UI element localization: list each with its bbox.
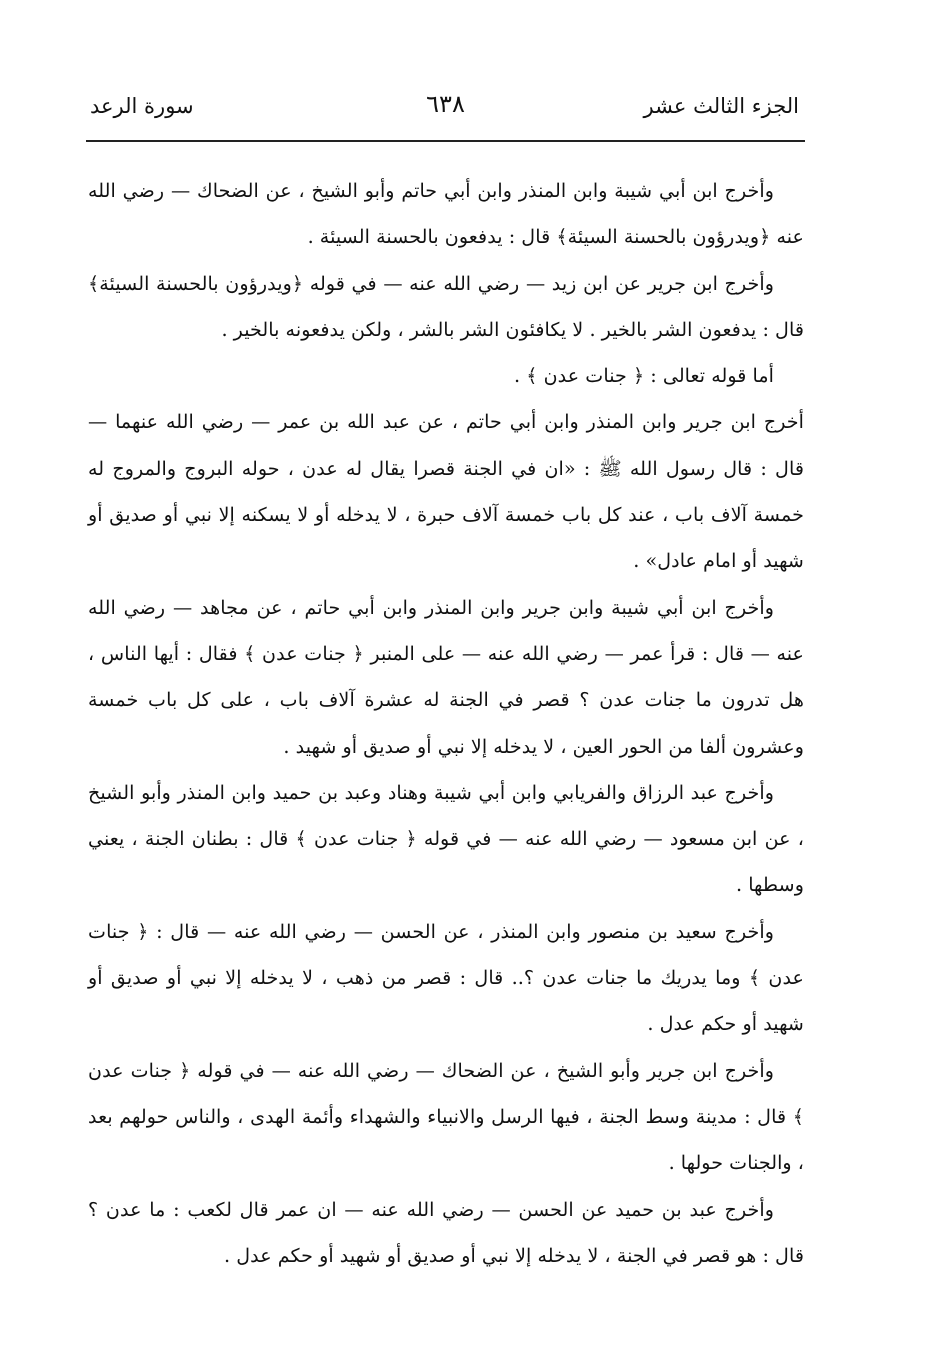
paragraph: وأخرج ابن جرير وأبو الشيخ ، عن الضحاك — رضي الله عنه — في قوله ﴿ جنات عدن ﴾ قال : مدينة وسط الجنة ، فيها الرسل والانبياء والشهداء وأئمة الهدى ، والناس حولهم بعد ، والجنات حولها . (88, 1058, 804, 1175)
page-body (88, 168, 804, 1279)
paragraph: وأخرج سعيد بن منصور وابن المنذر ، عن الحسن — رضي الله عنه — قال : ﴿ جنات عدن ﴾ وما يدريك ما جنات عدن ؟.. قال : قصر من ذهب ، لا يدخله إلا نبي أو صديق أو شهيد أو حكم عدل . (88, 919, 804, 1036)
paragraph: وأخرج ابن جرير عن ابن زيد — رضي الله عنه — في قوله ﴿ويدرؤون بالحسنة السيئة﴾ قال : يدفعون الشر بالخير . لا يكافئون الشر بالشر ، ولكن يدفعونه بالخير . (88, 271, 804, 341)
header-rule (86, 140, 805, 142)
part-title: الجزء الثالث عشر (643, 94, 799, 118)
running-header (86, 88, 805, 128)
paragraph: وأخرج عبد الرزاق والفريابي وابن أبي شيبة وهناد وعبد بن حميد وابن المنذر وأبو الشيخ ، عن ابن مسعود — رضي الله عنه — في قوله ﴿ جنات عدن ﴾ قال : بطنان الجنة ، يعني وسطها . (88, 780, 804, 897)
surah-title: سورة الرعد (90, 94, 194, 118)
paragraph: وأخرج ابن أبي شيبة وابن المنذر وابن أبي حاتم وأبو الشيخ ، عن الضحاك — رضي الله عنه ﴿ويدرؤون بالحسنة السيئة﴾ قال : يدفعون بالحسنة السيئة . (88, 179, 804, 249)
page-number: ٦٣٨ (426, 90, 465, 118)
paragraph: وأخرج ابن أبي شيبة وابن جرير وابن المنذر وابن أبي حاتم ، عن مجاهد — رضي الله عنه — قال : قرأ عمر — رضي الله عنه — على المنبر ﴿ جنات عدن ﴾ فقال : أيها الناس ، هل تدرون ما جنات عدن ؟ قصر في الجنة له عشرة آلاف باب ، على كل باب خمسة وعشرون ألفا من الحور العين ، لا يدخله إلا نبي أو صديق أو شهيد . (88, 595, 804, 758)
paragraph: أما قوله تعالى : ﴿ جنات عدن ﴾ . (514, 364, 774, 388)
paragraph: أخرج ابن جرير وابن المنذر وابن أبي حاتم ، عن عبد الله بن عمر — رضي الله عنهما — قال : قال رسول الله ﷺ : «ان في الجنة قصرا يقال له عدن ، حوله البروج والمروج له خمسة آلاف باب ، عند كل باب خمسة آلاف حبرة ، لا يدخله أو لا يسكنه إلا نبي أو صديق أو شهيد أو امام عادل» . (88, 410, 805, 573)
paragraph: وأخرج عبد بن حميد عن الحسن — رضي الله عنه — ان عمر قال لكعب : ما عدن ؟ قال : هو قصر في الجنة ، لا يدخله إلا نبي أو صديق أو شهيد أو حكم عدل . (88, 1197, 804, 1267)
